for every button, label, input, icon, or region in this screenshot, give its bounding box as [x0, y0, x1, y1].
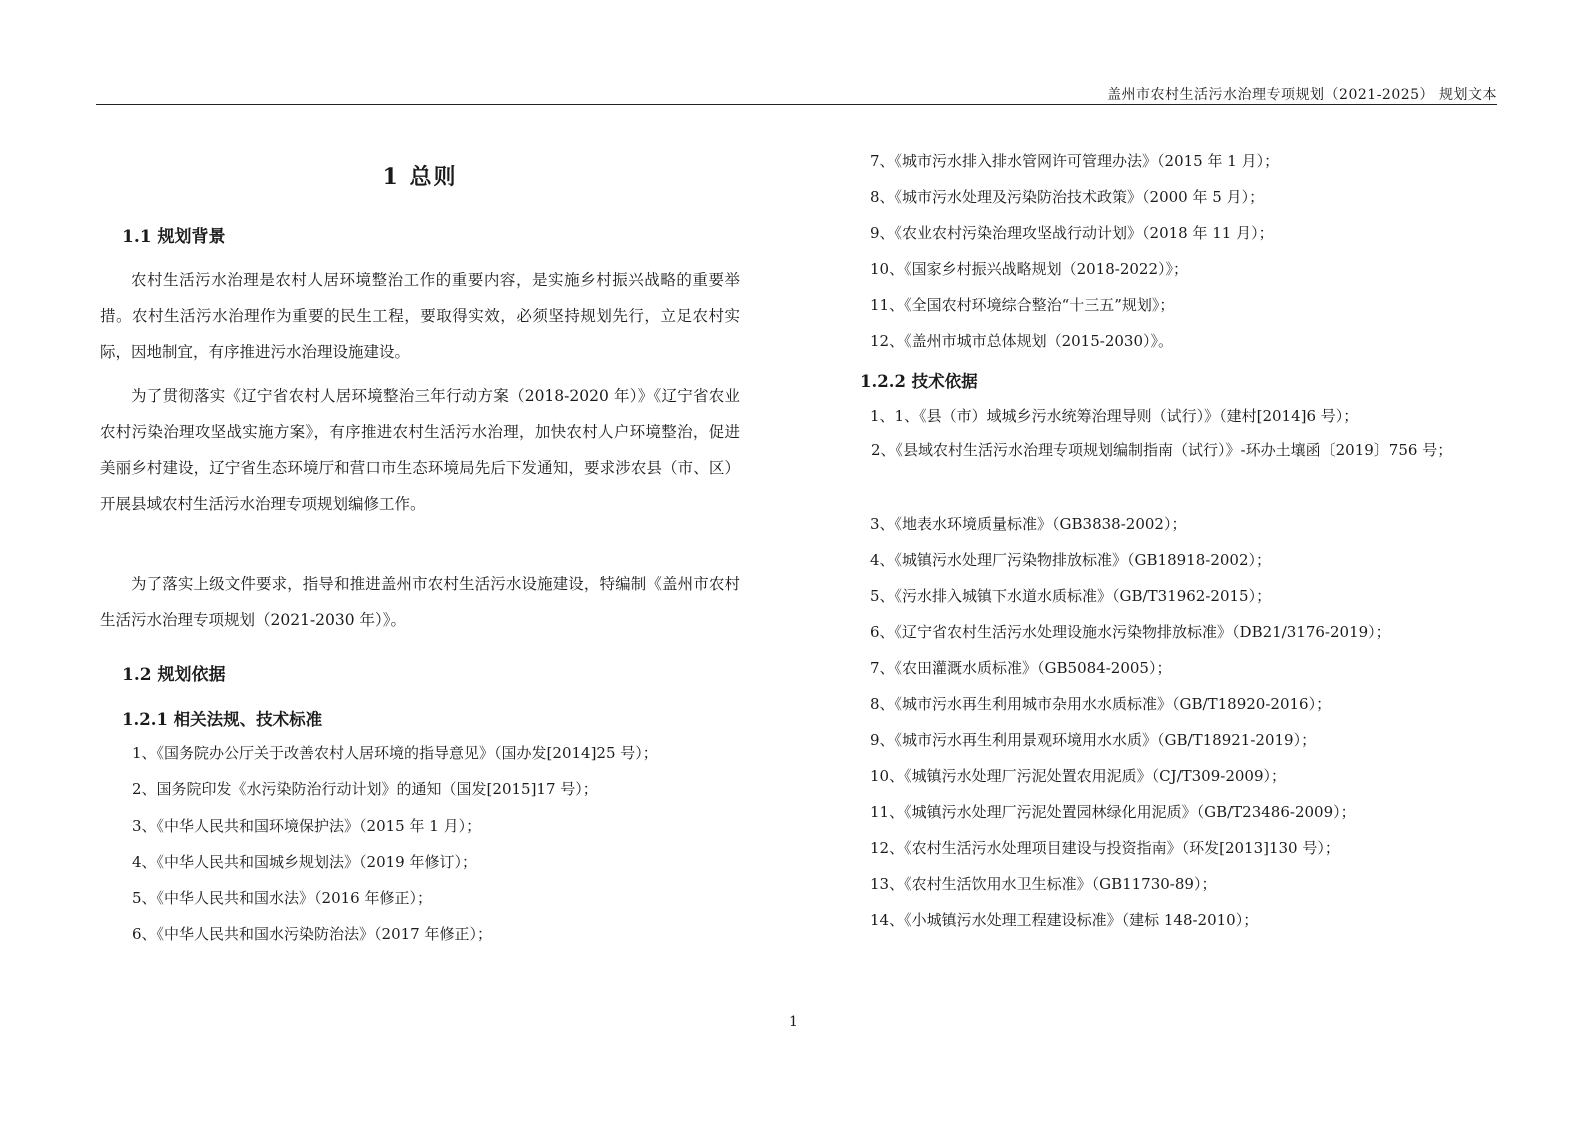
list-item: 12、《盖州市城市总体规划（2015-2030）》。 [870, 332, 1174, 350]
list-item: 12、《农村生活污水处理项目建设与投资指南》（环发[2013]130 号）； [870, 839, 1340, 857]
list-item: 2、国务院印发《水污染防治行动计划》的通知（国发[2015]17 号）； [132, 780, 598, 798]
list-item: 6、《中华人民共和国水污染防治法》（2017 年修正）； [132, 925, 492, 943]
list-item: 8、《城市污水再生利用城市杂用水水质标准》（GB/T18920-2016）； [870, 695, 1332, 713]
chapter-title: 1 总则 [382, 164, 458, 190]
list-item: 5、《中华人民共和国水法》（2016 年修正）； [132, 889, 432, 907]
list-item: 7、《农田灌溉水质标准》（GB5084-2005）； [870, 659, 1172, 677]
list-item: 13、《农村生活饮用水卫生标准》（GB11730-89）； [870, 875, 1217, 893]
list-item: 2、《县域农村生活污水治理专项规划编制指南（试行）》-环办土壤函〔2019〕756 号； [871, 441, 1453, 459]
section-heading-1-2: 1.2 规划依据 [122, 665, 226, 685]
list-item: 4、《城镇污水处理厂污染物排放标准》（GB18918-2002）； [870, 551, 1272, 569]
running-header: 盖州市农村生活污水治理专项规划（2021-2025） 规划文本 [1107, 87, 1497, 103]
list-item: 4、《中华人民共和国城乡规划法》（2019 年修订）； [132, 853, 477, 871]
list-item: 7、《城市污水排入排水管网许可管理办法》（2015 年 1 月）； [870, 152, 1280, 170]
list-item: 3、《中华人民共和国环境保护法》（2015 年 1 月）； [132, 817, 482, 835]
list-item: 3、《地表水环境质量标准》（GB3838-2002）； [870, 515, 1187, 533]
header-divider [96, 104, 1497, 105]
list-item: 9、《城市污水再生利用景观环境用水水质》（GB/T18921-2019）； [870, 731, 1317, 749]
list-item: 11、《城镇污水处理厂污泥处置园林绿化用泥质》（GB/T23486-2009）； [870, 803, 1356, 821]
list-item: 14、《小城镇污水处理工程建设标准》（建标 148-2010）； [870, 911, 1259, 929]
section-heading-1-1: 1.1 规划背景 [122, 227, 226, 247]
list-item: 5、《污水排入城镇下水道水质标准》（GB/T31962-2015）； [870, 587, 1272, 605]
paragraph-background-3: 为了落实上级文件要求，指导和推进盖州市农村生活污水设施建设，特编制《盖州市农村生活污水治理专项规划（2021-2030 年）》。 [100, 575, 740, 629]
page-number: 1 [789, 1014, 798, 1030]
list-item: 9、《农业农村污染治理攻坚战行动计划》（2018 年 11 月）； [870, 224, 1274, 242]
list-item: 10、《城镇污水处理厂污泥处置农用泥质》（CJ/T309-2009）； [870, 767, 1287, 785]
list-item: 11、《全国农村环境综合整治“十三五”规划》； [870, 296, 1175, 314]
list-item: 6、《辽宁省农村生活污水处理设施水污染物排放标准》（DB21/3176-2019）； [870, 623, 1391, 641]
list-item: 1、1、《县（市）域城乡污水统筹治理导则（试行）》（建村[2014]6 号）； [870, 407, 1359, 425]
list-item: 8、《城市污水处理及污染防治技术政策》（2000 年 5 月）； [870, 188, 1265, 206]
list-item: 10、《国家乡村振兴战略规划（2018-2022）》； [870, 260, 1189, 278]
list-item: 1、《国务院办公厅关于改善农村人居环境的指导意见》（国办发[2014]25 号）； [132, 744, 658, 762]
section-heading-1-2-2: 1.2.2 技术依据 [860, 372, 978, 391]
section-heading-1-2-1: 1.2.1 相关法规、技术标准 [122, 710, 323, 729]
paragraph-background-2: 为了贯彻落实《辽宁省农村人居环境整治三年行动方案（2018-2020 年）》《辽宁省农业农村污染治理攻坚战实施方案》，有序推进农村生活污水治理，加快农村人户环境整治，促进美丽乡村建设，辽宁省生态环境厅和营口市生态环境局先后下发通知，要求涉农县（市、区）开展县域农村生活污水治理专项规划编修工作。 [100, 387, 740, 513]
paragraph-background-1: 农村生活污水治理是农村人居环境整治工作的重要内容，是实施乡村振兴战略的重要举措。农村生活污水治理作为重要的民生工程，要取得实效，必须坚持规划先行，立足农村实际，因地制宜，有序推进污水治理设施建设。 [100, 271, 740, 361]
